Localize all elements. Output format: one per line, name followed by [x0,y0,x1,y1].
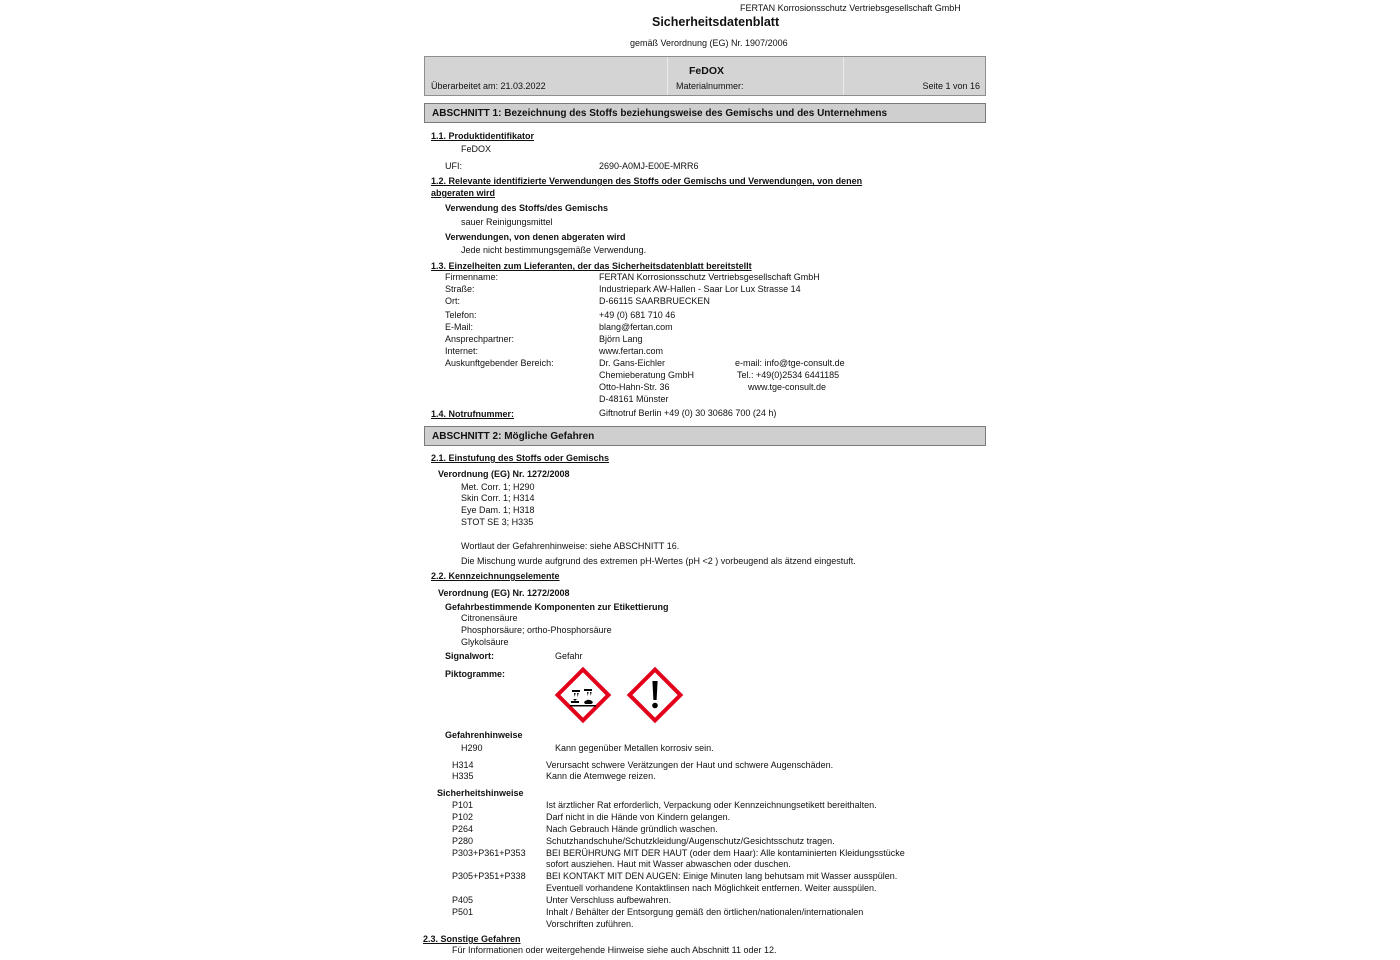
revision-date: Überarbeitet am: 21.03.2022 [431,81,546,91]
emergency-number: Giftnotruf Berlin +49 (0) 30 30686 700 (24 h) [599,408,777,418]
product-name-header: FeDOX [689,65,725,77]
supplier-internet-value[interactable]: www.fertan.com [599,346,664,356]
use-value: sauer Reinigungsmittel [461,217,553,227]
section-2-1-title: 2.1. Einstufung des Stoffs oder Gemischs [431,453,610,463]
signal-word-value: Gefahr [555,651,583,661]
precaution-text-cont: Vorschriften zuführen. [546,919,634,929]
hazard-code: H290 [461,743,483,753]
pictograms-label: Piktogramme: [445,669,506,679]
hazard-text: Kann die Atemwege reizen. [546,771,656,781]
exclamation-pictogram [626,666,684,724]
precaution-code: P280 [452,836,474,846]
supplier-street-value: Industriepark AW-Hallen - Saar Lor Lux Strasse 14 [599,284,801,294]
supplier-email-value[interactable]: blang@fertan.com [599,322,673,332]
page-number: Seite 1 von 16 [922,81,980,91]
wording-note: Wortlaut der Gefahrenhinweise: siehe ABSCHNITT 16. [461,541,680,551]
product-header-box [424,56,986,96]
signal-word-label: Signalwort: [445,651,494,661]
supplier-street-label: Straße: [445,284,475,294]
precaution-code: P405 [452,895,474,905]
hazard-text: Verursacht schwere Verätzungen der Haut und schwere Augenschäden. [546,760,834,770]
precaution-statements-label: Sicherheitshinweise [437,788,524,798]
component-item: Citronensäure [461,613,518,623]
classification-item: Met. Corr. 1; H290 [461,482,535,492]
supplier-contact-label: Ansprechpartner: [445,334,515,344]
classification-item: Eye Dam. 1; H318 [461,505,535,515]
precaution-code: P101 [452,800,474,810]
supplier-city-label: Ort: [445,296,460,306]
ufi-value: 2690-A0MJ-E00E-MRR6 [599,161,699,171]
info-line-3: Otto-Hahn-Str. 36 [599,382,670,392]
supplier-contact-value: Björn Lang [599,334,643,344]
precaution-code: P264 [452,824,474,834]
precaution-text: Unter Verschluss aufbewahren. [546,895,672,905]
supplier-city-value: D-66115 SAARBRUECKEN [599,296,710,306]
section-1-1-title: 1.1. Produktidentifikator [431,131,535,141]
info-tel: Tel.: +49(0)2534 6441185 [737,370,840,380]
hazard-statements-label: Gefahrenhinweise [445,730,523,740]
company-header: FERTAN Korrosionsschutz Vertriebsgesellschaft GmbH [740,3,961,13]
section-1-2-title: 1.2. Relevante identifizierte Verwendungen des Stoffs oder Gemischs und Verwendungen, von denen [431,176,863,186]
precaution-text: Nach Gebrauch Hände gründlich waschen. [546,824,718,834]
hazard-code: H314 [452,760,474,770]
supplier-company-label: Firmenname: [445,272,499,282]
precaution-text: BEI BERÜHRUNG MIT DER HAUT (oder dem Haar): Alle kontaminierten Kleidungsstücke [546,848,905,858]
section-2-2-title: 2.2. Kennzeichnungselemente [431,571,560,581]
components-label: Gefahrbestimmende Komponenten zur Etikettierung [445,602,669,612]
corrosion-pictogram [554,666,612,724]
precaution-text: Darf nicht in die Hände von Kindern gelangen. [546,812,731,822]
component-item: Phosphorsäure; ortho-Phosphorsäure [461,625,612,635]
use-label: Verwendung des Stoffs/des Gemischs [445,203,609,213]
info-line-4: D-48161 Münster [599,394,669,404]
supplier-phone-label: Telefon: [445,310,477,320]
precaution-code: P305+P351+P338 [452,871,526,881]
supplier-email-label: E-Mail: [445,322,474,332]
product-identifier: FeDOX [461,144,492,154]
info-label: Auskunftgebender Bereich: [445,358,554,368]
info-line-2: Chemieberatung GmbH [599,370,695,380]
precaution-code: P303+P361+P353 [452,848,526,858]
document-title: Sicherheitsdatenblatt [652,15,780,29]
supplier-internet-label: Internet: [445,346,479,356]
precaution-text: BEI KONTAKT MIT DEN AUGEN: Einige Minuten lang behutsam mit Wasser ausspülen. [546,871,898,881]
advised-against-label: Verwendungen, von denen abgeraten wird [445,232,626,242]
section-1-2-title-cont: abgeraten wird [431,188,496,198]
hazard-text: Kann gegenüber Metallen korrosiv sein. [555,743,714,753]
info-line-1: Dr. Gans-Eichler [599,358,666,368]
advised-against-value: Jede nicht bestimmungsgemäße Verwendung. [461,245,647,255]
document-subtitle: gemäß Verordnung (EG) Nr. 1907/2006 [630,38,788,48]
section-1-4-title: 1.4. Notrufnummer: [431,409,515,419]
precaution-text: Ist ärztlicher Rat erforderlich, Verpackung oder Kennzeichnungsetikett bereithalten. [546,800,877,810]
ph-note: Die Mischung wurde aufgrund des extremen pH-Wertes (pH <2 ) vorbeugend als ätzend eingestuft. [461,556,856,566]
component-item: Glykolsäure [461,637,509,647]
precaution-code: P102 [452,812,474,822]
info-email[interactable]: e-mail: info@tge-consult.de [735,358,845,368]
regulation-label-2: Verordnung (EG) Nr. 1272/2008 [438,588,570,598]
section-1-3-title: 1.3. Einzelheiten zum Lieferanten, der das Sicherheitsdatenblatt bereitstellt [431,261,752,271]
regulation-label: Verordnung (EG) Nr. 1272/2008 [438,469,570,479]
section-2-3-title: 2.3. Sonstige Gefahren [423,934,521,944]
hazard-code: H335 [452,771,474,781]
precaution-code: P501 [452,907,474,917]
material-number: Materialnummer: [676,81,744,91]
precaution-text: Schutzhandschuhe/Schutzkleidung/Augenschutz/Gesichtsschutz tragen. [546,836,835,846]
classification-item: STOT SE 3; H335 [461,517,534,527]
precaution-text-cont: Eventuell vorhandene Kontaktlinsen nach Möglichkeit entfernen. Weiter ausspülen. [546,883,877,893]
section-1-header: ABSCHNITT 1: Bezeichnung des Stoffs beziehungsweise des Gemischs und des Unternehmens [424,103,986,123]
ufi-label: UFI: [445,161,462,171]
supplier-company-value: FERTAN Korrosionsschutz Vertriebsgesellschaft GmbH [599,272,820,282]
supplier-phone-value: +49 (0) 681 710 46 [599,310,676,320]
other-hazards-text: Für Informationen oder weitergehende Hinweise siehe auch Abschnitt 11 oder 12. [452,945,777,955]
precaution-text-cont: sofort ausziehen. Haut mit Wasser abwaschen oder duschen. [546,859,791,869]
precaution-text: Inhalt / Behälter der Entsorgung gemäß den örtlichen/nationalen/internationalen [546,907,864,917]
section-2-header: ABSCHNITT 2: Mögliche Gefahren [424,426,986,446]
classification-item: Skin Corr. 1; H314 [461,493,535,503]
info-web[interactable]: www.tge-consult.de [748,382,827,392]
